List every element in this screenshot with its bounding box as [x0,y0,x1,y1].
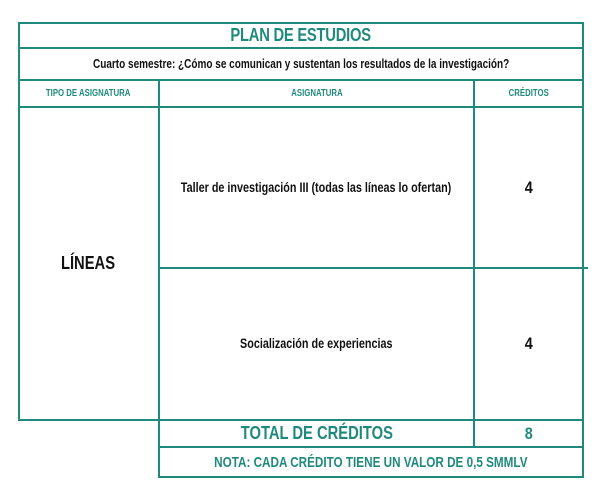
title-cell [18,22,584,49]
semester-subtitle: Cuarto semestre: ¿Cómo se comunican y sustentan los resultados de la investigación? [92,57,510,71]
row-1-creditos-cell [475,108,582,267]
tipo-cell [18,108,158,419]
header-asignatura: ASIGNATURA [290,88,343,99]
row-2-asignatura: Socialización de experiencias [240,336,393,351]
row-1-asignatura-cell [160,108,473,267]
row-1-creditos: 4 [524,177,533,197]
total-value-cell [475,421,582,446]
total-label-cell [160,421,473,446]
border-right [582,22,584,478]
total-label: TOTAL DE CRÉDITOS [240,423,393,443]
border-note-bottom [158,476,584,478]
header-creditos: CRÉDITOS [508,88,549,99]
note-cell [160,448,582,476]
total-value: 8 [524,423,533,443]
row-1-asignatura: Taller de investigación III (todas las líneas lo ofertan) [181,180,452,195]
page-title: PLAN DE ESTUDIOS [230,25,372,45]
row-2-creditos: 4 [524,333,533,353]
credit-note: NOTA: CADA CRÉDITO TIENE UN VALOR DE 0,5 SMMLV [214,453,528,471]
header-creditos-cell [475,81,582,106]
tipo-value: LÍNEAS [60,253,116,273]
header-asignatura-cell [160,81,473,106]
row-2-asignatura-cell [160,268,473,419]
study-plan-table [18,22,584,478]
row-2-creditos-cell [475,268,582,419]
header-tipo: TIPO DE ASIGNATURA [45,88,131,99]
subtitle-cell [18,49,584,79]
header-tipo-cell [18,81,158,106]
